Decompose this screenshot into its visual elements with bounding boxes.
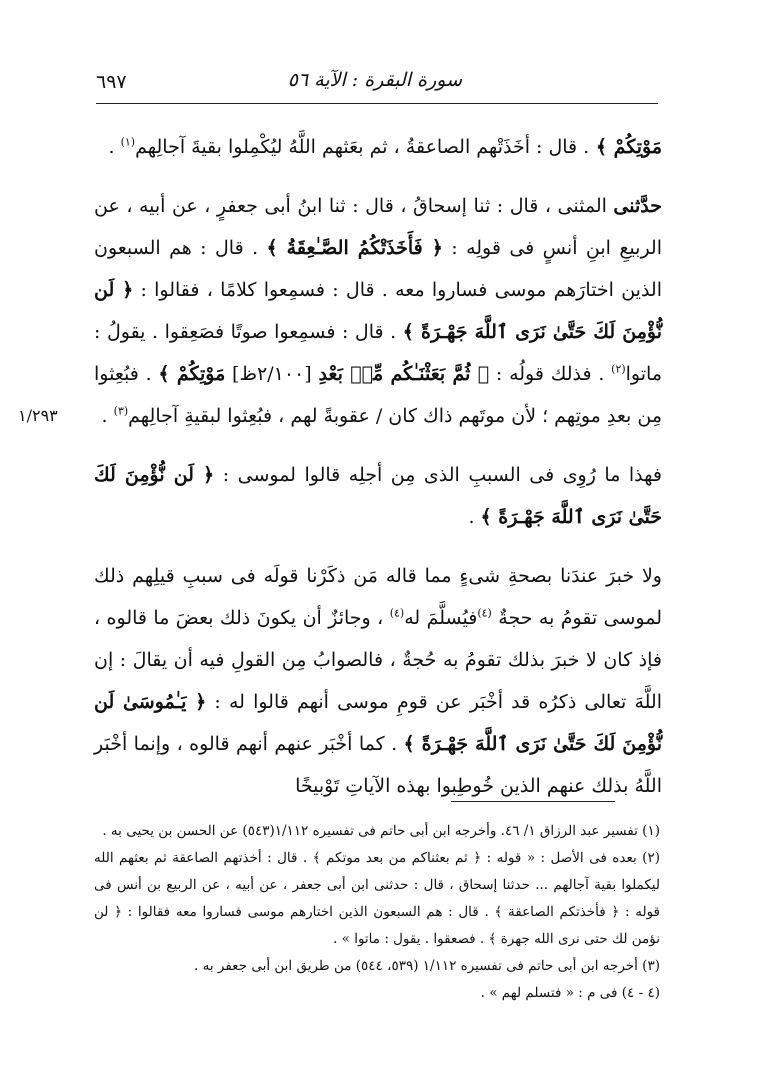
surah-title: سورة البقرة : الآية ٥٦ [287, 69, 462, 91]
footnotes [94, 818, 660, 1007]
paragraph-3 [94, 454, 662, 538]
footnote-ref: (٤) [477, 606, 492, 620]
header-divider [96, 103, 658, 104]
text-run: . [108, 136, 121, 158]
footnote-1: (١) تفسير عبد الرزاق ١/ ٤٦. وأخرجه ابن أبى حاتم فى تفسيره ١/١١٢(٥٤٣) عن الحسن بن يحيى به . [102, 823, 660, 839]
text-run: المثنى ، قال : ثنا إسحاقُ ، قال : ثنا ابنُ أبى جعفرٍ ، عن أبيه ، عن الربيعِ ابنِ أنسٍ فى قولِه : [94, 195, 663, 259]
text-run: فيُسلَّمَ له [404, 607, 478, 629]
text-run: . قال : أخَذَتْهم الصاعقةُ ، ثم بعَثهم اللَّهُ ليُكْمِلوا بقيةَ آجالِهم [135, 136, 590, 158]
text-run: . فذلك قولُه : [489, 363, 612, 385]
text-run: . [468, 506, 481, 528]
text-run: . [101, 405, 114, 427]
text-run: فهذا ما رُوِى فى السببِ الذى مِن أجلِه قالوا لموسى : [214, 464, 662, 486]
footnote-2: (٢) بعده فى الأصل : « قوله : ﴿ ثم بعثناكم من بعد موتكم ﴾ . قال : أخذتهم الصاعقة ثم بعثهم الله ليكملوا بقية آجالهم ... حدثنا إسحاق ، قال : حدثنى ابن أبى جعفر ، عن أبيه ، عن الربيع بن أنس فى قوله : ﴿ فأخذتكم الصاعقة ﴾ . قال : هم السبعون الذين اختارهم موسى فساروا معه فقالوا : ﴿ لن نؤمن لك حتى نرى الله جهرة ﴾ . فصعقوا . يقول : ماتوا » . [94, 850, 660, 947]
text-run: . كما أخْبَر عنهم أنهم قالوه ، وإنما أخْبَر اللَّهُ بذلك عنهم الذين خُوطِبوا بهذه الآياتِ تَوْبيخًا [94, 733, 662, 797]
main-text [94, 126, 662, 807]
page-number: ٦٩٧ [96, 71, 127, 93]
footnote-ref: (١) [120, 135, 136, 149]
quran-quote: مَوْتِكُمْ ﴾ [589, 136, 662, 158]
quran-quote: ﴿ يَـٰمُوسَىٰ لَن نُّؤْمِنَ لَكَ حَتَّىٰ نَرَى ٱللَّهَ جَهْـرَةً ﴾ [94, 691, 662, 755]
quran-quote: ﴿ فَأَخَذَتْكُمُ الصَّـٰعِقَةُ ﴾ [266, 237, 443, 259]
text-run: . فبُعِثوا مِن بعدِ موتِهم ؛ لأن موتَهم ذاك كان / عقوبةً لهم ، فبُعِثوا لبقيةِ آجالِهم [94, 363, 662, 427]
quran-quote: ﴿ ثُمَّ بَعَثْنَـٰكُم مِّنۢ بَعْدِ [318, 363, 490, 385]
text-run: . قال : هم السبعون الذين اختارَهم موسى فساروا معه . قال : فسمِعوا كلامًا ، فقالوا : [94, 237, 662, 301]
quran-quote: ﴿ لَن نُّؤْمِنَ لَكَ حَتَّىٰ نَرَى ٱللَّهَ جَهْـرَةً ﴾ [94, 279, 663, 343]
footnote-ref: (٢) [611, 362, 626, 376]
text-run: [٢/١٠٠ظ] [225, 363, 319, 385]
footnote-divider [451, 801, 615, 802]
text-run: ولا خبرَ عندَنا بصحةِ شىءٍ مما قاله مَن ذكَرْنا قولَه فى سببِ قيلِهم ذلك لموسى تقومُ به حجةٌ [94, 565, 663, 629]
margin-page-ref: ١/٢٩٣ [18, 406, 58, 425]
footnote-ref: (٤) [389, 606, 405, 620]
footnote-3: (٣) أخرجه ابن أبى حاتم فى تفسيره ١/١١٢ (٥٣٩، ٥٤٤) من طريق ابن أبى جعفر به . [194, 958, 660, 974]
text-run: ، وجائزٌ أن يكونَ ذلك بعضَ ما قالوه ، فإذ كان لا خبرَ بذلك تقومُ به حُجةٌ ، فالصوابُ مِن القولِ فيه أن يقالَ : إن اللَّهَ تعالى ذكرُه قد أخْبَر عن قومِ موسى أنهم قالوا له : [94, 607, 662, 713]
quran-quote: مَوْتِكُمْ ﴾ [158, 363, 226, 385]
paragraph-4 [94, 555, 662, 807]
text-run: حدَّثنى [613, 195, 662, 217]
quran-quote: ﴿ لَن نُّؤْمِنَ لَكَ حَتَّىٰ نَرَى ٱللَّهَ جَهْـرَةً ﴾ [94, 464, 662, 528]
paragraph-2 [94, 185, 662, 437]
paragraph-1 [94, 126, 662, 168]
text-run: . قال : فسمِعوا صوتًا فصَعِقوا . يقولُ : ماتوا [94, 321, 663, 385]
footnote-4: (٤ - ٤) فى م : « فتسلم لهم » . [480, 985, 660, 1001]
footnote-ref: (٣) [113, 404, 129, 418]
